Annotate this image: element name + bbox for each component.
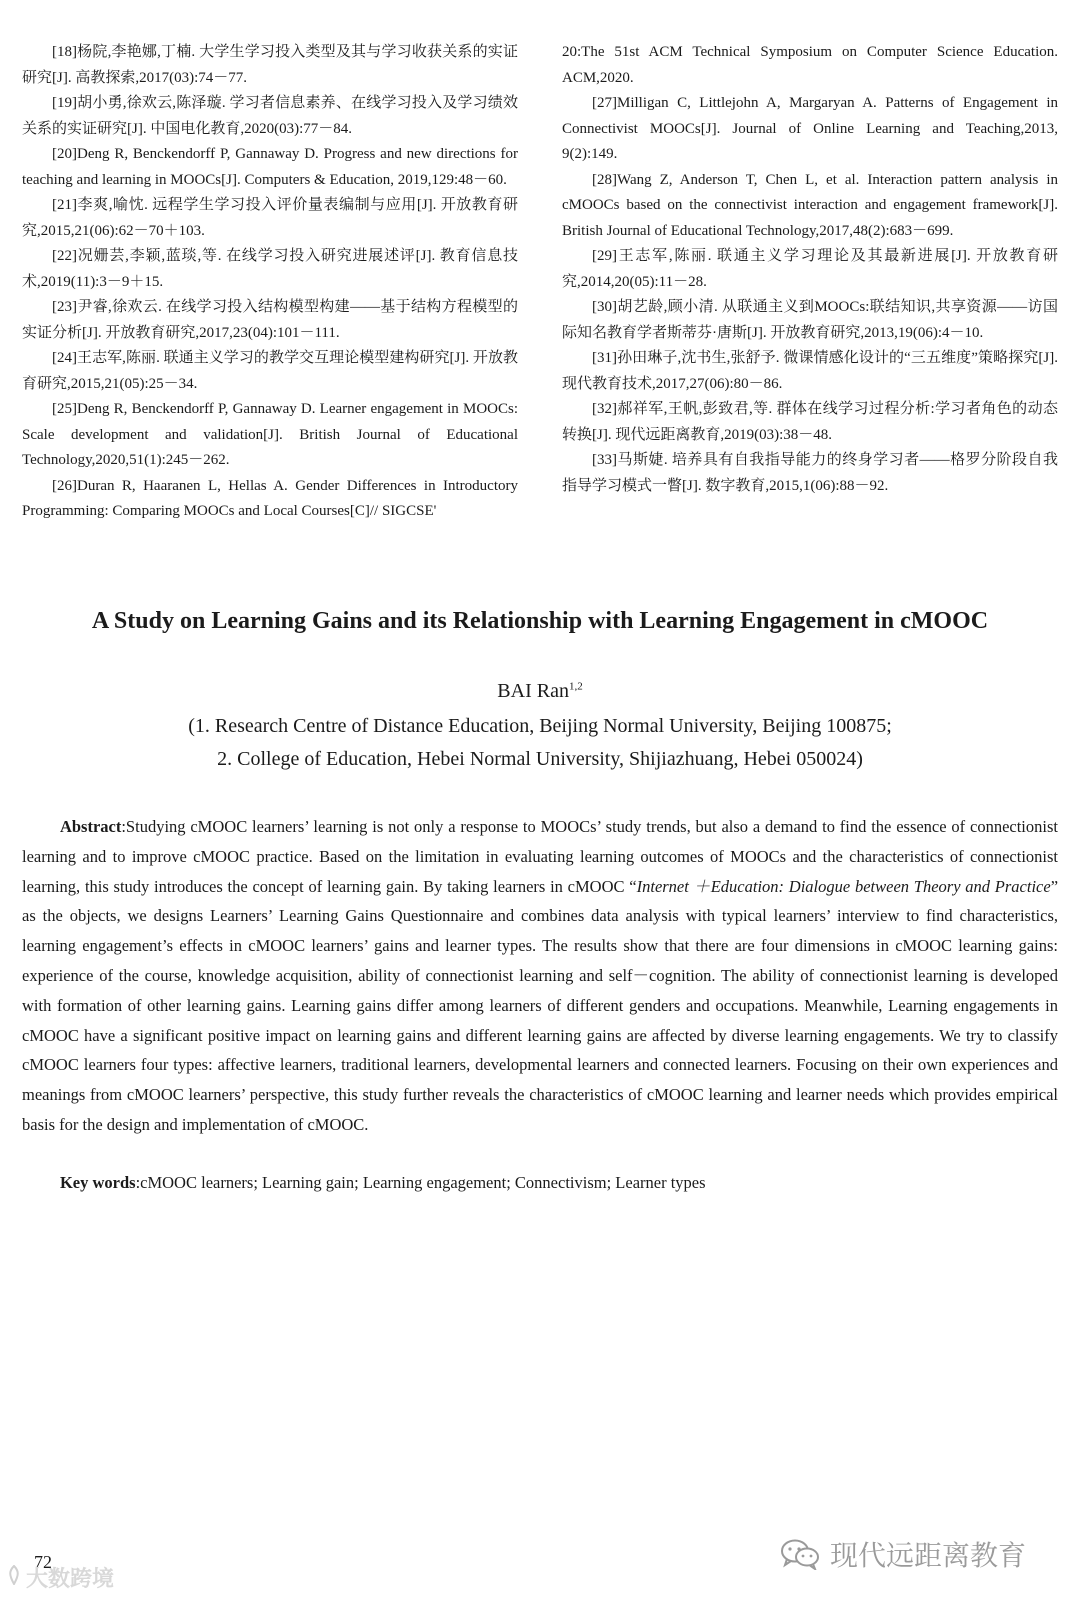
reference-item: [25]Deng R, Benckendorff P, Gannaway D. Learner engagement in MOOCs: Scale development and validation[J]. British Journal of Educational Technology,2020,51(1):245－262.	[22, 401, 518, 468]
reference-item: [22]况姗芸,李颖,蓝琰,等. 在线学习投入研究进展述评[J]. 教育信息技术,2019(11):3－9＋15.	[22, 248, 518, 290]
reference-item: [26]Duran R, Haaranen L, Hellas A. Gender Differences in Introductory Programming: Comparing MOOCs and Local Courses[C]// SIGCSE'	[22, 477, 518, 519]
watermark-left	[6, 1562, 114, 1593]
reference-column-left	[22, 40, 518, 525]
keywords-label: Key words	[59, 1173, 136, 1192]
reference-item: [27]Milligan C, Littlejohn A, Margaryan A. Patterns of Engagement in Connectivist MOOCs[J]. Journal of Online Learning and Teaching,2013, 9(2):149.	[562, 95, 1058, 162]
author-affiliation-marker: 1,2	[568, 680, 583, 693]
affiliation-2: 2. College of Education, Hebei Normal University, Shijiazhuang, Hebei 050024)	[217, 748, 863, 770]
reference-item: [30]胡艺龄,顾小清. 从联通主义到MOOCs:联结知识,共享资源——访国际知名教育学者斯蒂芬·唐斯[J]. 开放教育研究,2013,19(06):4－10.	[562, 299, 1058, 341]
affiliation-1: (1. Research Centre of Distance Education, Beijing Normal University, Beijing 100875;	[188, 715, 892, 737]
reference-column-right	[562, 40, 1058, 525]
abstract-text-part-1: :Studying cMOOC learners’ learning is not only a response to MOOCs’ study trends, but also a demand to find the essence of connectionist learning and to improve cMOOC practice. Based on the limitation in evaluating learning outcomes of MOOCs and the characteristics of connectionist learning, this study introduces the concept of learning gain. By taking learners in cMOOC “	[22, 817, 1058, 896]
page-number: 72	[34, 1552, 52, 1572]
reference-item: [20]Deng R, Benckendorff P, Gannaway D. Progress and new directions for teaching and learning in MOOCs[J]. Computers & Education, 2019,129:48－60.	[22, 146, 518, 188]
reference-item: [33]马斯婕. 培养具有自我指导能力的终身学习者——格罗分阶段自我指导学习模式一瞥[J]. 数字教育,2015,1(06):88－92.	[562, 452, 1058, 494]
reference-item: [21]李爽,喻忱. 远程学生学习投入评价量表编制与应用[J]. 开放教育研究,2015,21(06):62－70＋103.	[22, 197, 518, 239]
reference-list	[22, 40, 1058, 525]
abstract-label: Abstract	[59, 817, 122, 836]
watermark-right	[780, 1534, 1026, 1574]
reference-item: [23]尹睿,徐欢云. 在线学习投入结构模型构建——基于结构方程模型的实证分析[J]. 开放教育研究,2017,23(04):101－111.	[22, 299, 518, 341]
keywords-paragraph	[22, 1168, 1058, 1198]
reference-item: [28]Wang Z, Anderson T, Chen L, et al. Interaction pattern analysis in cMOOCs based on the connectivist interaction and engagement framework[J]. British Journal of Educational Technology,2017,48(2):683－699.	[562, 171, 1058, 239]
reference-item: [29]王志军,陈丽. 联通主义学习理论及其最新进展[J]. 开放教育研究,2014,20(05):11－28.	[562, 248, 1058, 290]
abstract-paragraph	[22, 812, 1058, 1140]
watermark-right-text: 现代远距离教育	[829, 1539, 1026, 1572]
author-line	[0, 680, 1080, 703]
keywords-text: :cMOOC learners; Learning gain; Learning engagement; Connectivism; Learner types	[135, 1173, 706, 1192]
author-name: BAI Ran	[497, 680, 569, 702]
watermark-left-text: 大数跨境	[26, 1567, 115, 1592]
reference-item: [31]孙田琳子,沈书生,张舒予. 微课情感化设计的“三五维度”策略探究[J]. 现代教育技术,2017,27(06):80－86.	[562, 350, 1058, 392]
reference-item: [18]杨院,李艳娜,丁楠. 大学生学习投入类型及其与学习收获关系的实证研究[J]. 高教探索,2017(03):74－77.	[22, 44, 518, 86]
watermark-logo-icon	[6, 1565, 22, 1591]
abstract-text-part-2: ” as the objects, we designs Learners’ Learning Gains Questionnaire and combines data analysis with typical learners’ interview to find characteristics, learning engagement’s effects in cMOOC learners’ gains and learner types. The results show that there are four dimensions in cMOOC learning gains: experience of the course, knowledge acquisition, ability of connectionist learning and self－cognition. The ability of connectionist learning is developed with formation of other learning gains. Learning gains differ among learners of different genders and occupations. Meanwhile, Learning engagements in cMOOC have a significant positive impact on learning gains and different learning gains are affected by diverse learning engagements. We try to classify cMOOC learners four types: affective learners, traditional learners, developmental learners and connected learners. Focusing on their own experiences and meanings from cMOOC learners’ perspective, this study further reveals the characteristics of cMOOC learning and learner needs which provides empirical basis for the design and implementation of cMOOC.	[22, 876, 1059, 1134]
reference-item: [32]郝祥军,王帆,彭致君,等. 群体在线学习过程分析:学习者角色的动态转换[J]. 现代远距离教育,2019(03):38－48.	[562, 401, 1058, 443]
paper-title: A Study on Learning Gains and its Relationship with Learning Engagement in cMOOC	[91, 608, 989, 634]
abstract-course-title: Internet ＋Education: Dialogue between Theory and Practice	[636, 876, 1051, 896]
reference-item: [19]胡小勇,徐欢云,陈泽璇. 学习者信息素养、在线学习投入及学习绩效关系的实证研究[J]. 中国电化教育,2020(03):77－84.	[22, 95, 518, 137]
reference-item: [24]王志军,陈丽. 联通主义学习的教学交互理论模型建构研究[J]. 开放教育研究,2015,21(05):25－34.	[22, 350, 518, 392]
wechat-icon	[780, 1538, 820, 1570]
reference-continuation: 20:The 51st ACM Technical Symposium on Computer Science Education. ACM,2020.	[562, 44, 1058, 86]
